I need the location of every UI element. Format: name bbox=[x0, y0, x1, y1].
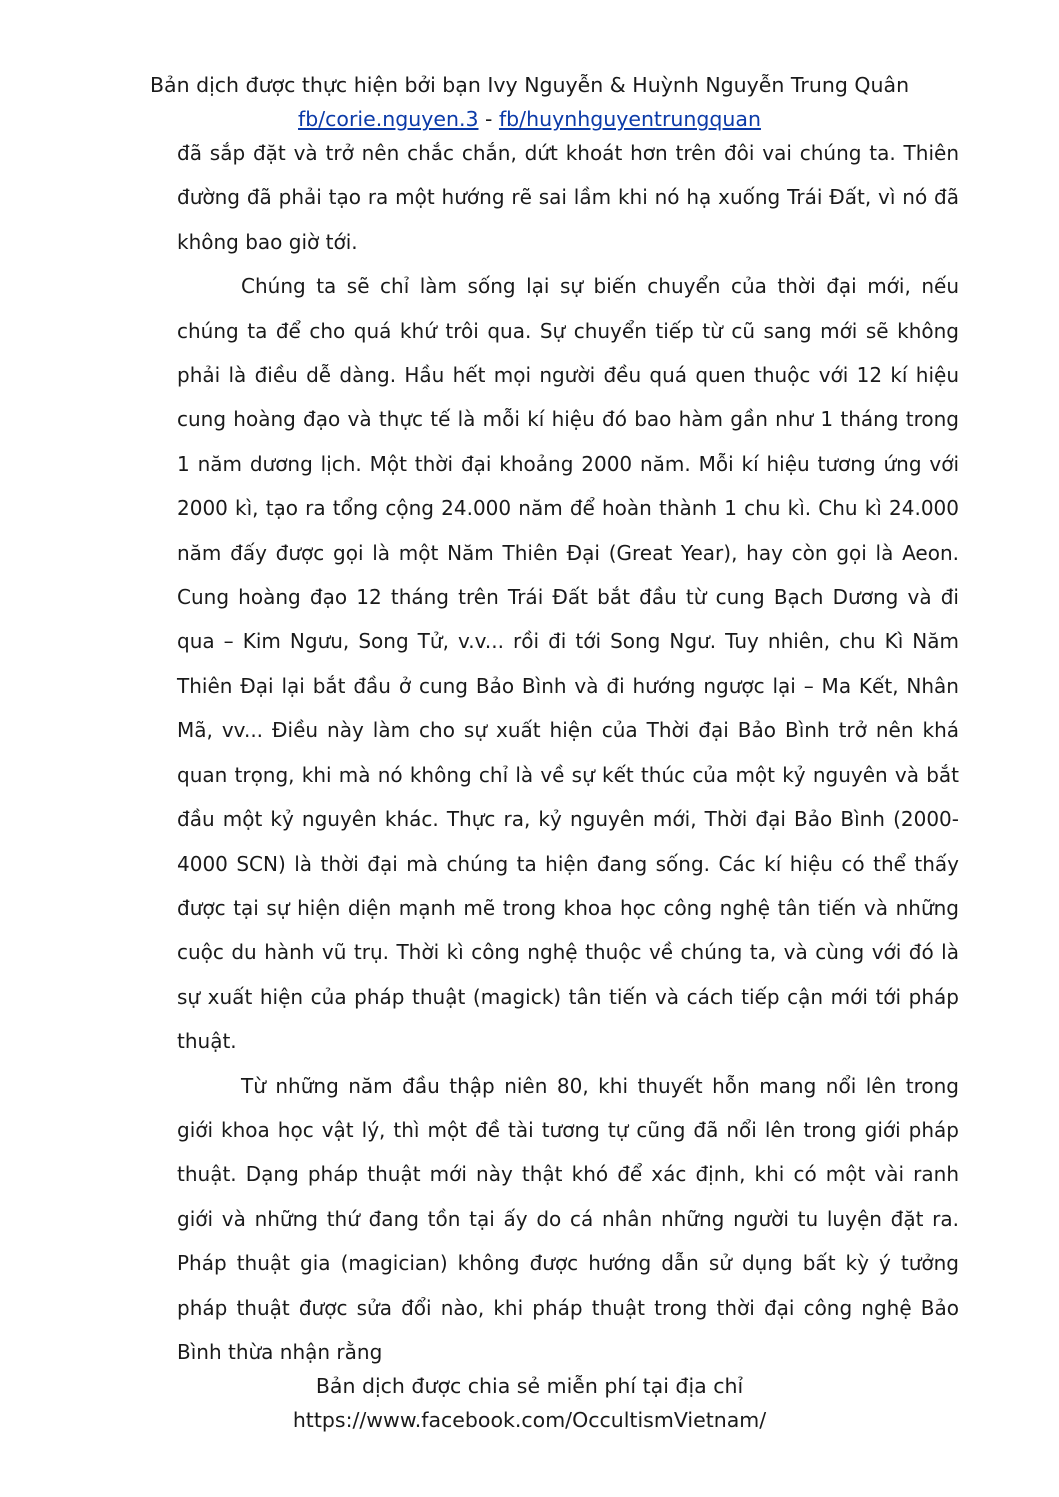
facebook-link-huynh[interactable]: fb/huynhguyentrungquan bbox=[498, 107, 761, 131]
link-separator: - bbox=[478, 107, 499, 131]
footer-share-note: Bản dịch được chia sẻ miễn phí tại địa chỉ bbox=[315, 1374, 744, 1398]
translator-credit: Bản dịch được thực hiện bởi bạn Ivy Nguyễn & Huỳnh Nguyễn Trung Quân bbox=[149, 73, 910, 97]
footer-url: https://www.facebook.com/OccultismVietnam/ bbox=[292, 1408, 767, 1432]
paragraph-continuation: đã sắp đặt và trở nên chắc chắn, dứt khoát hơn trên đôi vai chúng ta. Thiên đường đã phải tạo ra một hướng rẽ sai lầm khi nó hạ xuống Trái Đất, vì nó đã không bao giờ tới. bbox=[177, 141, 959, 254]
paragraph-chaos-magick: Từ những năm đầu thập niên 80, khi thuyết hỗn mang nổi lên trong giới khoa học vật lý, thì một đề tài tương tự cũng đã nổi lên trong giới pháp thuật. Dạng pháp thuật mới này thật khó để xác định, khi có một vài ranh giới và những thứ đang tồn tại ấy do cá nhân những người tu luyện đặt ra. Pháp thuật gia (magician) không được hướng dẫn sử dụng bất kỳ ý tưởng pháp thuật được sửa đổi nào, khi pháp thuật trong thời đại công nghệ Bảo Bình thừa nhận rằng bbox=[177, 1073, 959, 1364]
page-footer bbox=[0, 1369, 1059, 1437]
document-body bbox=[177, 131, 959, 1374]
paragraph-aquarius-age: Chúng ta sẽ chỉ làm sống lại sự biến chuyển của thời đại mới, nếu chúng ta để cho quá khứ trôi qua. Sự chuyển tiếp từ cũ sang mới sẽ không phải là điều dễ dàng. Hầu hết mọi người đều quá quen thuộc với 12 kí hiệu cung hoàng đạo và thực tế là mỗi kí hiệu đó bao hàm gần như 1 tháng trong 1 năm dương lịch. Một thời đại khoảng 2000 năm. Mỗi kí hiệu tương ứng với 2000 kì, tạo ra tổng cộng 24.000 năm để hoàn thành 1 chu kì. Chu kì 24.000 năm đấy được gọi là một Năm Thiên Đại (Great Year), hay còn gọi là Aeon. Cung hoàng đạo 12 tháng trên Trái Đất bắt đầu từ cung Bạch Dương và đi qua – Kim Ngưu, Song Tử, v.v... rồi đi tới Song Ngư. Tuy nhiên, chu Kì Năm Thiên Đại lại bắt đầu ở cung Bảo Bình và đi hướng ngược lại – Ma Kết, Nhân Mã, vv... Điều này làm cho sự xuất hiện của Thời đại Bảo Bình trở nên khá quan trọng, khi mà nó không chỉ là về sự kết thúc của một kỷ nguyên và bắt đầu một kỷ nguyên khác. Thực ra, kỷ nguyên mới, Thời đại Bảo Bình (2000-4000 SCN) là thời đại mà chúng ta hiện đang sống. Các kí hiệu có thể thấy được tại sự hiện diện mạnh mẽ trong khoa học công nghệ tân tiến và những cuộc du hành vũ trụ. Thời kì công nghệ thuộc về chúng ta, và cùng với đó là sự xuất hiện của pháp thuật (magick) tân tiến và cách tiếp cận mới tới pháp thuật. bbox=[177, 274, 959, 1054]
facebook-link-corie[interactable]: fb/corie.nguyen.3 bbox=[298, 107, 479, 131]
page-header bbox=[0, 68, 1059, 136]
